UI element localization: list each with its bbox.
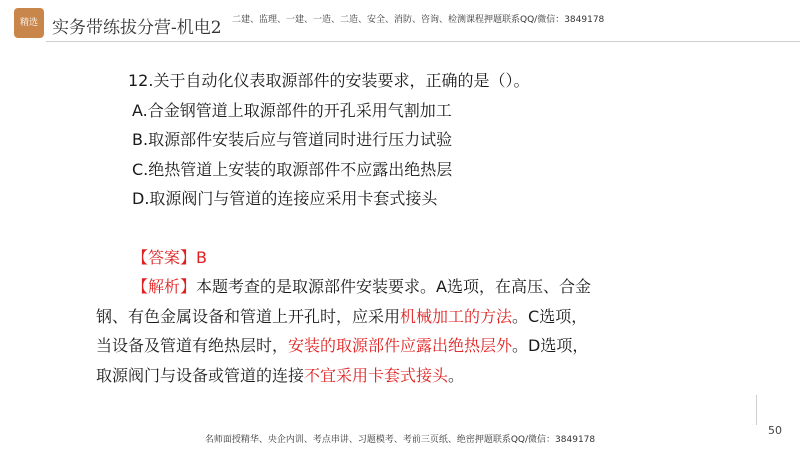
- question-title: 12.关于自动化仪表取源部件的安装要求，正确的是（）。: [128, 71, 530, 90]
- page-number: 50: [768, 424, 782, 437]
- analysis-label: 【解析】: [132, 277, 197, 296]
- analysis-text-2b: 。C选项，: [512, 306, 588, 326]
- answer-line: 【答案】B: [132, 247, 207, 267]
- option-d: D.取源阀门与管道的连接应采用卡套式接头: [132, 189, 438, 208]
- analysis-highlight-3: 安装的取源部件应露出绝热层外: [288, 336, 513, 355]
- option-b: B.取源部件安装后应与管道同时进行压力试验: [132, 130, 453, 149]
- header-title: 实务带练拔分营-机电2: [52, 18, 222, 38]
- analysis-highlight-2: 机械加工的方法: [400, 306, 513, 326]
- analysis-text-2a: 钢、有色金属设备和管道上开孔时，应采用: [96, 306, 401, 326]
- slide-content: [96, 66, 656, 390]
- analysis-text-4b: 。: [448, 365, 465, 385]
- analysis-line-4: [96, 361, 656, 391]
- spacer: [96, 214, 656, 243]
- header-contact-text: 二建、监理、一建、一造、二造、安全、消防、咨询、检测课程押题联系QQ/微信：3849178: [232, 15, 605, 25]
- header: [0, 0, 800, 44]
- option-a: A.合金钢管道上取源部件的开孔采用气割加工: [132, 100, 452, 120]
- logo-badge: 精选: [14, 8, 44, 38]
- analysis-line-1: [132, 272, 656, 302]
- header-divider: [46, 41, 800, 42]
- analysis-text-3b: 。D选项，: [512, 336, 589, 355]
- page-number-divider: [756, 395, 757, 425]
- footer-contact-text: 名师面授精华、央企内训、考点串讲、习题模考、考前三页纸、绝密押题联系QQ/微信：3849178: [204, 435, 596, 445]
- option-c: C.绝热管道上安装的取源部件不应露出绝热层: [132, 159, 453, 179]
- analysis-text-4a: 取源阀门与设备或管道的连接: [96, 365, 305, 385]
- analysis-line-2: [96, 302, 656, 332]
- analysis-text-1: 本题考查的是取源部件安装要求。A选项，在高压、合金: [196, 277, 591, 296]
- analysis-line-3: [96, 331, 656, 361]
- analysis-highlight-4: 不宜采用卡套式接头: [304, 365, 449, 385]
- analysis-text-3a: 当设备及管道有绝热层时，: [96, 336, 289, 355]
